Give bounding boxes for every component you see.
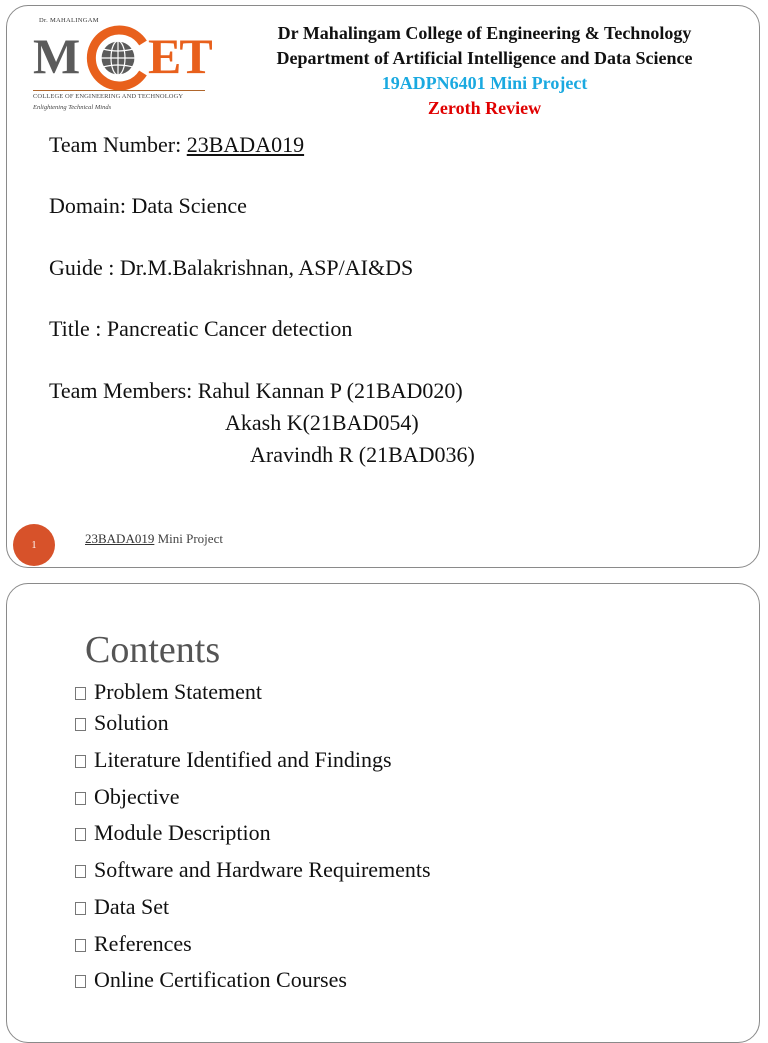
bullet-box-icon [75, 792, 86, 805]
list-item [75, 859, 431, 881]
footer-text: Mini Project [154, 531, 223, 546]
list-item-label: Solution [94, 710, 169, 735]
team-members-line [49, 380, 463, 402]
guide-line: Guide : Dr.M.Balakrishnan, ASP/AI&DS [49, 255, 414, 280]
team-members-label: Team Members: [49, 378, 198, 403]
list-item-label: Online Certification Courses [94, 967, 347, 992]
list-item [75, 786, 180, 808]
course-title: 19ADPN6401 Mini Project [381, 73, 588, 93]
list-item-label: Problem Statement [94, 679, 263, 704]
page-number-badge: 1 [13, 524, 55, 566]
department-name: Department of Artificial Intelligence and Data Science [276, 48, 693, 68]
list-item [75, 896, 169, 918]
bullet-box-icon [75, 865, 86, 878]
team-member-3: Aravindh R (21BAD036) [250, 442, 475, 467]
domain-line: Domain: Data Science [49, 193, 247, 218]
project-title-line: Title : Pancreatic Cancer detection [49, 316, 353, 341]
list-item-label: Module Description [94, 820, 271, 845]
list-item [75, 969, 347, 991]
list-item [75, 822, 271, 844]
team-number-label: Team Number: [49, 132, 187, 157]
team-member-2: Akash K(21BAD054) [225, 410, 419, 435]
bullet-box-icon [75, 718, 86, 731]
list-item [75, 712, 169, 734]
list-item [75, 933, 192, 955]
bullet-box-icon [75, 687, 86, 700]
list-item [75, 681, 262, 703]
list-item-label: Data Set [94, 894, 170, 919]
team-member-1: Rahul Kannan P (21BAD020) [197, 378, 463, 403]
bullet-box-icon [75, 975, 86, 988]
list-item [75, 749, 392, 771]
college-name: Dr Mahalingam College of Engineering & Technology [277, 23, 692, 43]
slide-footer [85, 531, 223, 547]
globe-icon [83, 25, 149, 91]
list-item-label: Objective [94, 784, 180, 809]
bullet-box-icon [75, 828, 86, 841]
review-title: Zeroth Review [427, 98, 542, 118]
slide-contents [6, 583, 760, 1043]
list-item-label: Software and Hardware Requirements [94, 857, 431, 882]
mcet-logo [27, 15, 211, 125]
logo-letter-m: M [33, 28, 81, 84]
footer-team-code: 23BADA019 [85, 531, 155, 546]
contents-heading: Contents [85, 629, 221, 671]
bullet-box-icon [75, 902, 86, 915]
logo-letters-et: ET [148, 28, 211, 84]
slide-title [6, 5, 760, 568]
bullet-box-icon [75, 939, 86, 952]
logo-small-top: Dr. MAHALINGAM [39, 17, 99, 24]
logo-divider [33, 90, 205, 91]
bullet-box-icon [75, 755, 86, 768]
logo-tagline: Enlightening Technical Minds [33, 104, 112, 111]
team-number-value: 23BADA019 [186, 132, 305, 157]
logo-college-name: COLLEGE OF ENGINEERING AND TECHNOLOGY [33, 93, 184, 100]
logo-letters [33, 25, 211, 89]
list-item-label: Literature Identified and Findings [94, 747, 392, 772]
slide-header [212, 21, 757, 121]
list-item-label: References [94, 931, 192, 956]
team-number [49, 134, 304, 156]
